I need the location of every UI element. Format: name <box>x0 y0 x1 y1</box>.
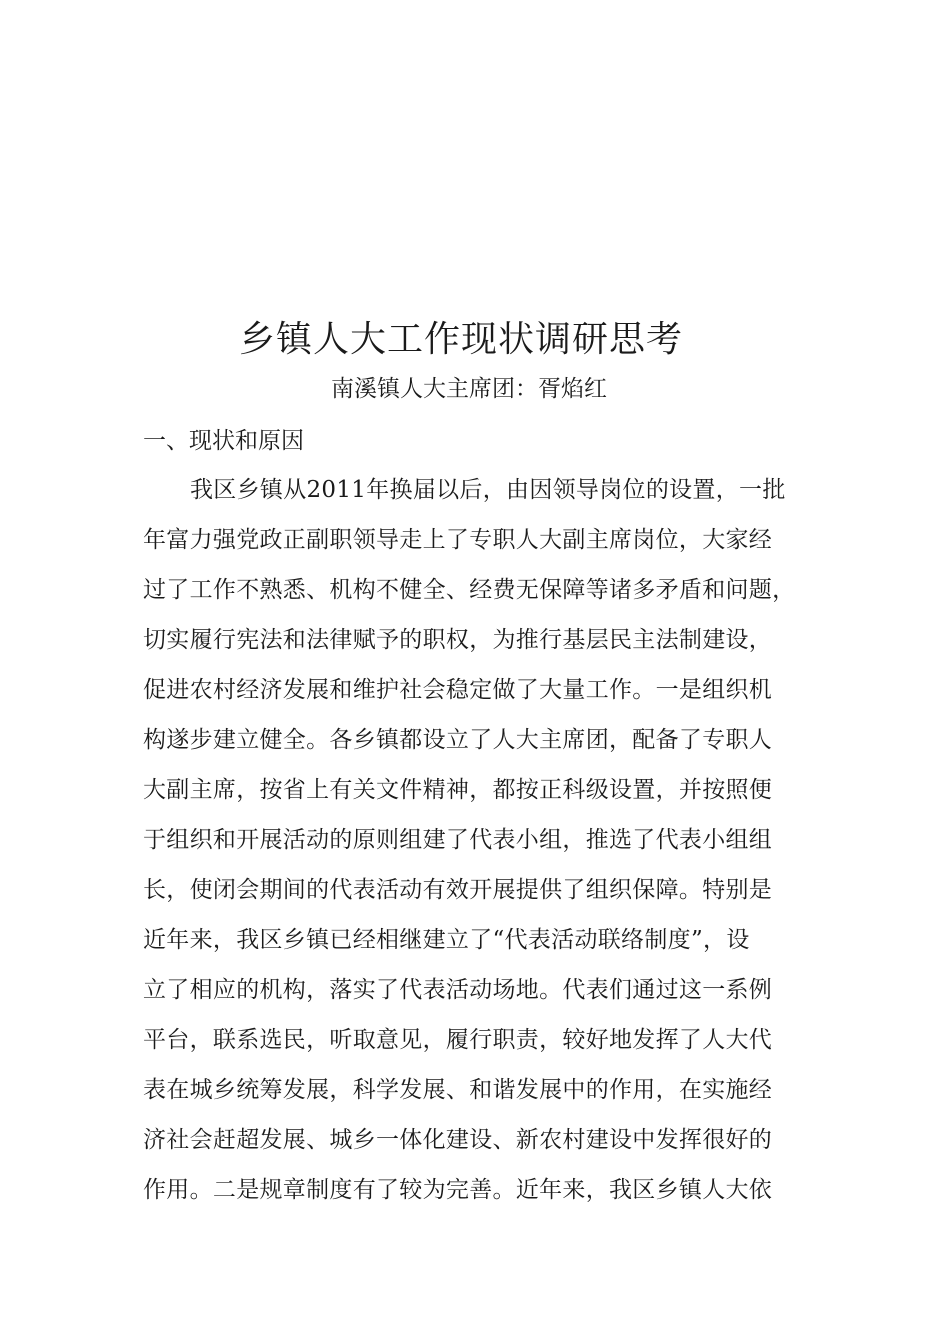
body-line: 表在城乡统筹发展，科学发展、和谐发展中的作用，在实施经 <box>143 1077 773 1103</box>
body-line: 于组织和开展活动的原则组建了代表小组，推选了代表小组组 <box>143 827 773 853</box>
body-line: 作用。二是规章制度有了较为完善。近年来，我区乡镇人大依 <box>143 1177 773 1203</box>
section-heading: 一、现状和原因 <box>143 428 304 454</box>
body-line: 我区乡镇从2011年换届以后，由因领导岗位的设置，一批 <box>190 477 786 503</box>
body-line: 切实履行宪法和法律赋予的职权，为推行基层民主法制建设， <box>143 627 773 653</box>
body-line: 过了工作不熟悉、机构不健全、经费无保障等诸多矛盾和问题， <box>143 577 796 603</box>
body-line: 长，使闭会期间的代表活动有效开展提供了组织保障。特别是 <box>143 877 773 903</box>
author-line: 南溪镇人大主席团：胥焰红 <box>331 376 607 402</box>
body-line: 立了相应的机构，落实了代表活动场地。代表们通过这一系例 <box>143 977 773 1003</box>
body-line: 大副主席，按省上有关文件精神，都按正科级设置，并按照便 <box>143 777 773 803</box>
body-line: 构遂步建立健全。各乡镇都设立了人大主席团，配备了专职人 <box>143 727 773 753</box>
body-line: 近年来，我区乡镇已经相继建立了“代表活动联络制度”，设 <box>143 927 750 953</box>
body-line: 济社会赶超发展、城乡一体化建设、新农村建设中发挥很好的 <box>143 1127 773 1153</box>
body-paragraph <box>143 473 833 1223</box>
document-title: 乡镇人大工作现状调研思考 <box>238 319 683 360</box>
body-line: 平台，联系选民，听取意见，履行职责，较好地发挥了人大代 <box>143 1027 773 1053</box>
body-line: 年富力强党政正副职领导走上了专职人大副主席岗位，大家经 <box>143 527 773 553</box>
body-line: 促进农村经济发展和维护社会稳定做了大量工作。一是组织机 <box>143 677 773 703</box>
